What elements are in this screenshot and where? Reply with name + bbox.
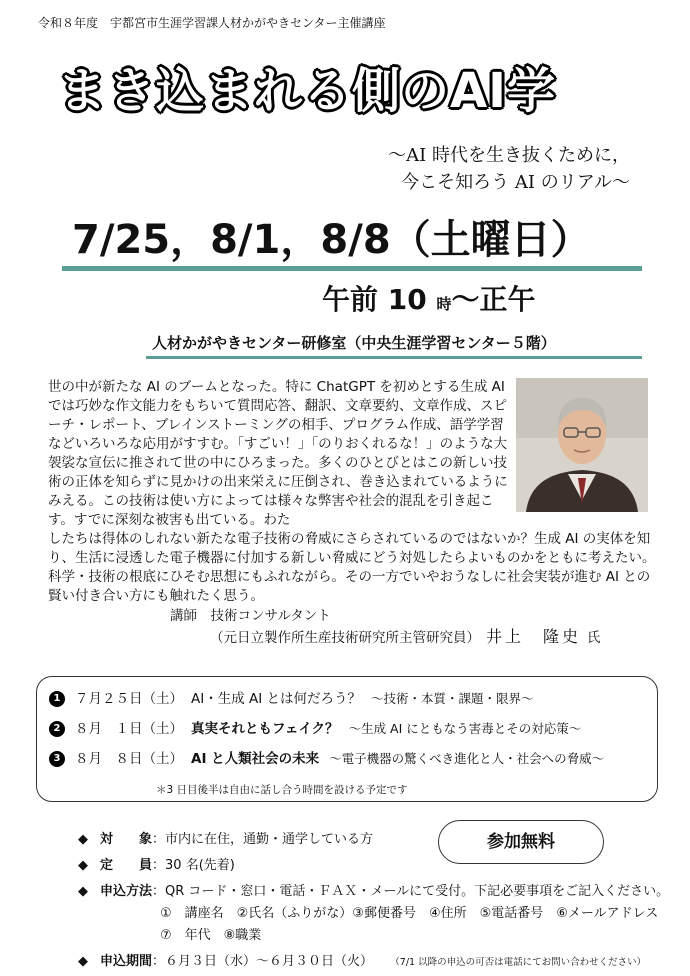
schedule-row: [49, 687, 534, 707]
lecturer-role: 講師 技術コンサルタント: [170, 608, 331, 624]
schedule-row: [49, 747, 604, 767]
schedule-desc: ～技術・本質・課題・限界～: [371, 691, 534, 706]
schedule-row: [49, 717, 581, 737]
info-label: 定 員: [100, 858, 153, 873]
lecturer-portrait-icon: [516, 378, 648, 512]
schedule-date: ７月２５日（土）: [75, 691, 183, 707]
time-unit: 時: [436, 295, 452, 313]
time-part-2: ～正午: [451, 283, 536, 316]
info-required-items-2: ⑦ 年代 ⑧職業: [160, 928, 262, 943]
diamond-bullet-icon: ◆: [78, 832, 88, 847]
info-label: 対 象: [100, 832, 153, 847]
info-target: [78, 828, 373, 847]
info-period-note: （7/1 以降の申込の可否は電話にてお問い合わせください）: [395, 957, 647, 968]
schedule-date: ８月 １日（土）: [75, 721, 183, 737]
schedule-desc: ～電子機器の驚くべき進化と人・社会への脅威～: [329, 751, 605, 766]
description-paragraph-1: 世の中が新たな AI のブームとなった。特に ChatGPT を初めとする生成 AI では巧妙な作文能力をもちいて質問応答、翻訳、文章要約、文章作成、スピーチ・レポート、ブレインストーミングの相手、プログラム作成、語学学習などいろいろな応用がすすむ。「すごい！」「のりおくれるな！」のような大袈裟な宣伝に推されて世の中にひろまった。多くのひとびとはこの新しい技術の正体を知らずに見かけの出来栄えに圧倒され、巻き込まれているようにみえる。この技術は使い方によっては様々な弊害や社会的混乱を引き起こす。すでに深刻な被害も出ている。わた: [48, 379, 508, 528]
number-badge-3: 3: [49, 751, 65, 767]
free-admission-badge: 参加無料: [438, 820, 604, 864]
lecturer-name: 井上 隆史: [486, 627, 582, 646]
lecturer-honorific: 氏: [587, 630, 601, 646]
divider: [62, 266, 642, 271]
description-paragraph-2: したちは得体のしれない新たな電子技術の脅威にさらされているのではないか？生成 AI の実体を知り、生活に浸透した電子機器に付加する新しい脅威にどう対処したらよいものかをともに考えたい。科学・技術の根底にひそむ思想にもふれながら。その一方でいやおうなしに社会実装が進む AI との賢い付き合い方にも触れたく思う。: [48, 531, 656, 604]
subtitle-line-2: 今こそ知ろう AI のリアル～: [401, 172, 630, 193]
number-badge-2: 2: [49, 721, 65, 737]
divider: [146, 356, 642, 359]
subtitle: [230, 142, 630, 196]
venue: 人材かがやきセンター研修室（中央生涯学習センター５階）: [152, 334, 556, 352]
diamond-bullet-icon: ◆: [78, 954, 88, 969]
event-time: [322, 278, 536, 318]
lecturer-photo: [516, 378, 648, 512]
page-title: まき込まれる側のAI学: [58, 63, 557, 119]
organizer-line: 令和８年度 宇都宮市生涯学習課人材かがやきセンター主催講座: [38, 16, 386, 30]
info-label: 申込方法: [100, 884, 153, 899]
event-dates: 7/25，8/1，8/8（土曜日）: [72, 217, 591, 263]
info-value: ：30 名(先着): [152, 858, 235, 873]
info-required-items-1: ① 講座名 ②氏名（ふりがな）③郵便番号 ④住所 ⑤電話番号 ⑥メールアドレス: [160, 906, 659, 921]
lecturer-affiliation: （元日立製作所生産技術研究所主管研究員）: [210, 630, 480, 646]
schedule-theme: AI と人類社会の未来: [191, 751, 320, 767]
diamond-bullet-icon: ◆: [78, 884, 88, 899]
schedule-note: ＊3 日目後半は自由に話し合う時間を設ける予定です: [156, 784, 408, 796]
info-apply-method: [78, 880, 669, 899]
schedule-theme: AI・生成 AI とは何だろう？: [191, 691, 362, 707]
schedule-theme: 真実それともフェイク？: [191, 721, 339, 737]
subtitle-line-1: ～AI 時代を生き抜くために，: [388, 145, 630, 166]
info-capacity: [78, 854, 235, 873]
diamond-bullet-icon: ◆: [78, 858, 88, 873]
schedule-date: ８月 ８日（土）: [75, 751, 183, 767]
info-value: ：市内に在住，通勤・通学している方: [152, 832, 374, 847]
number-badge-1: 1: [49, 691, 65, 707]
info-value: ：QR コード・窓口・電話・ＦＡＸ・メールにて受付。下記必要事項をご記入ください。: [152, 884, 670, 899]
info-value: ：６月３日（水）～６月３０日（火）: [152, 954, 374, 969]
info-period: [78, 950, 646, 969]
info-label: 申込期間: [100, 954, 153, 969]
lecturer-line: [210, 624, 601, 647]
time-part-1: 午前 10: [322, 283, 437, 316]
schedule-desc: ～生成 AI にともなう害毒とその対応策～: [348, 721, 582, 736]
